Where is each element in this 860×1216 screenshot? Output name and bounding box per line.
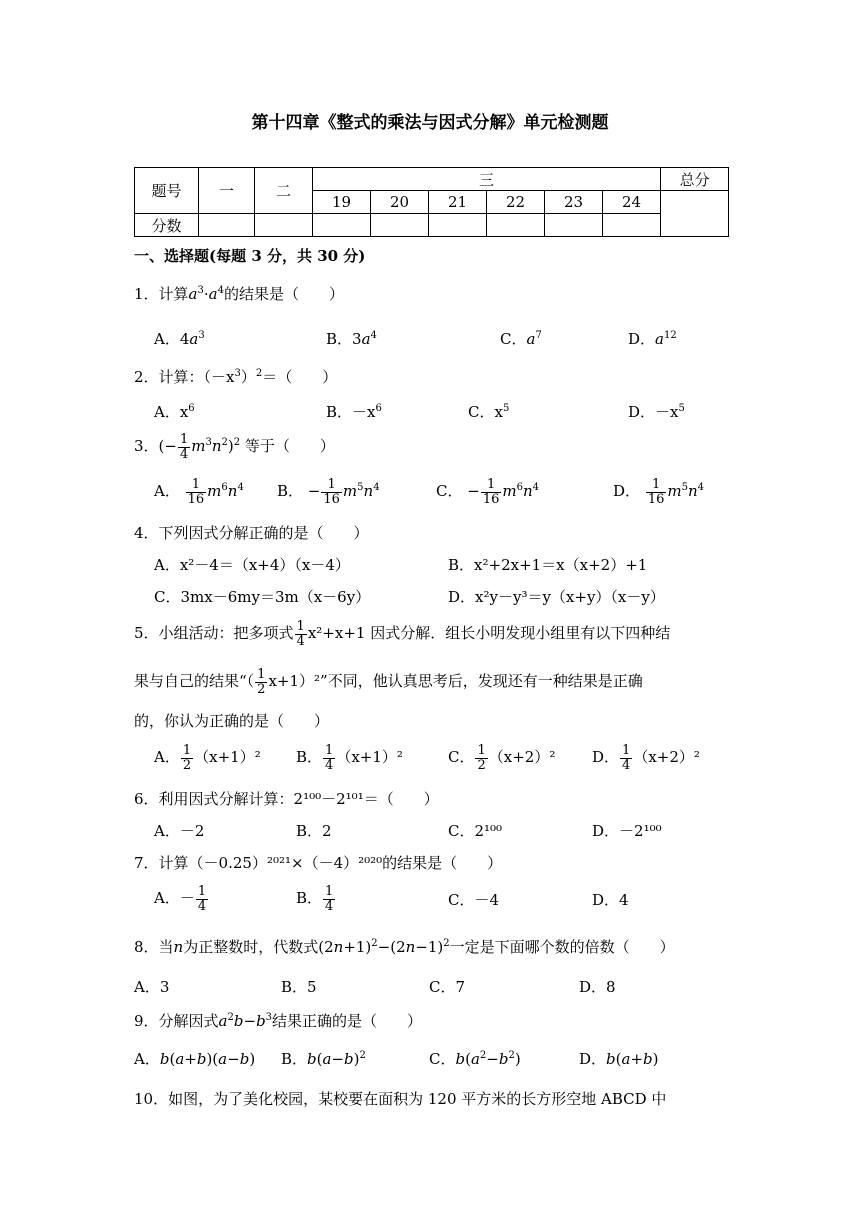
q7-option-a: A．－ $\frac{1}{4}$	[154, 884, 207, 914]
header-q20: 20	[371, 191, 429, 214]
q3-option-d: D． $\frac{1}{16}$ $m^5n^4$	[613, 477, 705, 507]
header-fenshu: 分数	[135, 214, 199, 237]
header-part-1: 一	[199, 168, 255, 214]
q2-option-d: D．$-x^5$	[628, 403, 685, 421]
q6-option-c: C．2¹⁰⁰	[448, 822, 503, 840]
q4-option-a: A．x²－4＝（x+4）（x－4）	[154, 556, 350, 574]
question-8: 8．当n为正整数时，代数式$(2n+1)^2-(2n-1)^2$一定是下面哪个数的倍数（ ）	[134, 938, 675, 956]
q3-option-c: C． − $\frac{1}{16}$ $m^6n^4$	[436, 477, 540, 507]
header-part-2: 二	[255, 168, 313, 214]
q6-option-d: D．－2¹⁰⁰	[592, 822, 662, 840]
score-cell	[429, 214, 487, 237]
total-score-cell	[661, 191, 729, 237]
q4-option-d: D．x²y－y³＝y（x+y）（x－y）	[448, 588, 665, 606]
score-cell	[199, 214, 255, 237]
q2-option-b: B．$-x^6$	[326, 403, 382, 421]
q4-option-c: C．3mx－6my＝3m（x－6y）	[154, 588, 371, 606]
q6-option-b: B．2	[296, 822, 332, 840]
q1-option-b: B．$3a^4$	[326, 330, 377, 348]
header-total: 总分	[661, 168, 729, 191]
score-cell	[255, 214, 313, 237]
header-part-3: 三	[313, 168, 661, 191]
question-6: 6．利用因式分解计算：2¹⁰⁰－2¹⁰¹＝（ ）	[134, 790, 439, 808]
q1-option-d: D．$a^{12}$	[628, 330, 677, 348]
q2-option-a: A．$x^6$	[154, 403, 195, 421]
header-q24: 24	[603, 191, 661, 214]
header-q23: 23	[545, 191, 603, 214]
q5-option-a: A． $\frac{1}{2}$ （x+1）²	[154, 743, 261, 773]
q7-option-b: B． $\frac{1}{4}$	[296, 884, 334, 914]
header-q21: 21	[429, 191, 487, 214]
question-9: 9．分解因式$a^2b-b^3$结果正确的是（ ）	[134, 1012, 423, 1030]
header-q22: 22	[487, 191, 545, 214]
score-cell	[545, 214, 603, 237]
question-5-line-2: 果与自己的结果“（ $\frac{1}{2}$ x+1）²”不同，他认真思考后，发现还有一种结果是正确	[134, 667, 643, 697]
q5-option-c: C． $\frac{1}{2}$ （x+2）²	[448, 743, 556, 773]
question-10: 10．如图，为了美化校园，某校要在面积为 120 平方米的长方形空地 ABCD 中	[134, 1090, 667, 1108]
question-3: 3．(− $\frac{1}{4}$ $m^3n^2)^2$ 等于（ ）	[134, 432, 335, 462]
q7-option-d: D．4	[592, 891, 629, 909]
question-5-line-3: 的，你认为正确的是（ ）	[134, 712, 330, 730]
q9-option-b: B．$b(a-b)^2$	[281, 1050, 366, 1068]
question-5-line-1: 5．小组活动：把多项式 $\frac{1}{4}$ x²+x+1 因式分解．组长小明发现小组里有以下四种结	[134, 619, 671, 649]
score-cell	[603, 214, 661, 237]
q8-option-b: B．5	[281, 978, 317, 996]
q8-option-a: A．3	[134, 978, 170, 996]
q5-option-d: D． $\frac{1}{4}$ （x+2）²	[592, 743, 700, 773]
q3-option-a: A． $\frac{1}{16}$ $m^6n^4$	[154, 477, 244, 507]
q8-option-c: C．7	[429, 978, 466, 996]
header-q19: 19	[313, 191, 371, 214]
q9-option-d: D．b(a+b)	[579, 1050, 659, 1068]
q2-option-c: C．$x^5$	[468, 403, 510, 421]
question-4: 4．下列因式分解正确的是（ ）	[134, 524, 369, 542]
question-7: 7．计算（－0.25）²⁰²¹×（－4）²⁰²⁰的结果是（ ）	[134, 854, 503, 872]
q3-option-b: B． − $\frac{1}{16}$ $m^5n^4$	[277, 477, 380, 507]
q1-option-c: C．$a^7$	[500, 330, 542, 348]
score-table	[134, 167, 729, 237]
q5-option-b: B． $\frac{1}{4}$ （x+1）²	[296, 743, 403, 773]
q1-option-a: A．$4a^3$	[154, 330, 205, 348]
page-title: 第十四章《整式的乘法与因式分解》单元检测题	[251, 113, 609, 133]
section-heading: 一、选择题(每题 3 分，共 30 分)	[134, 247, 366, 265]
header-tihao: 题号	[135, 168, 199, 214]
score-cell	[313, 214, 371, 237]
q4-option-b: B．x²+2x+1＝x（x+2）+1	[448, 556, 648, 574]
q9-option-a: A．b(a+b)(a−b)	[134, 1050, 256, 1068]
q8-option-d: D．8	[579, 978, 616, 996]
question-2: 2．计算：$(-x^3)^2=$（ ）	[134, 368, 338, 386]
question-1: 1．计算$a^3\cdot a^4$的结果是（ ）	[134, 285, 344, 303]
q7-option-c: C．－4	[448, 891, 500, 909]
score-cell	[371, 214, 429, 237]
q6-option-a: A．－2	[154, 822, 205, 840]
q9-option-c: C．$b(a^2-b^2)$	[429, 1050, 521, 1068]
score-cell	[487, 214, 545, 237]
